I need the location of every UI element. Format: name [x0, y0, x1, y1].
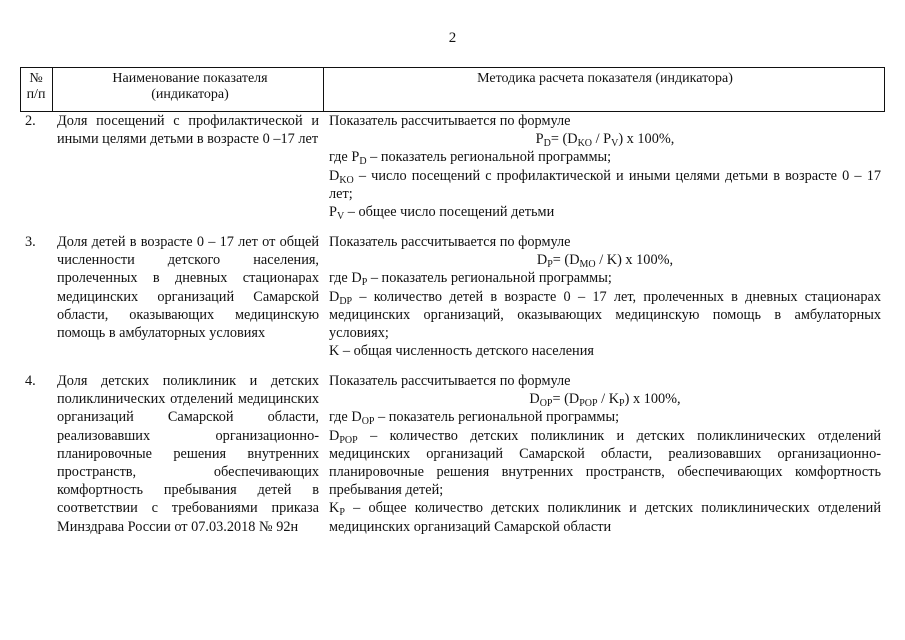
indicator-name: Доля детских поликлиник и детских поликлинических отделений медицинских организаций Самарской области, реализовавших организационно-планировочные решения внутренних пространств, обеспечивающих комфортность пребывания детей в соответствии с требованиями приказа Минздрава России от 07.03.2018 № 92н: [57, 373, 319, 535]
formula-lhs-sub: D: [543, 138, 551, 150]
formula-b: P: [603, 131, 612, 148]
variable-definition: [329, 499, 881, 535]
definition-symbol: P: [329, 204, 337, 221]
formula-a-sub: POP: [579, 398, 598, 410]
formula-tail: ) x 100%,: [624, 391, 681, 408]
formula-a-sub: KO: [577, 138, 593, 150]
definition-symbol-sub: P: [339, 507, 345, 519]
definition-symbol-sub: POP: [339, 434, 358, 446]
definition-prefix: где: [329, 409, 352, 426]
formula-b-sub: V: [611, 138, 619, 150]
calculation-method: [329, 372, 881, 536]
row-number: 3.: [25, 234, 36, 250]
formula-eq: = (: [550, 131, 568, 148]
formula-lhs: D: [536, 252, 548, 269]
definition-symbol: D: [351, 409, 362, 426]
definition-symbol: P: [351, 149, 360, 166]
formula-slash: /: [597, 391, 609, 408]
definition-symbol-sub: V: [336, 211, 345, 223]
variable-definition: [329, 148, 881, 166]
definition-symbol-sub: P: [361, 277, 368, 289]
formula: [329, 251, 881, 269]
definition-prefix: где: [329, 270, 352, 287]
variable-definition: [329, 408, 881, 426]
formula-lhs-sub: P: [547, 259, 553, 271]
definition-text: – показатель региональной программы;: [366, 149, 612, 166]
definition-symbol: K: [329, 500, 340, 517]
indicator-name: Доля детей в возрасте 0 – 17 лет от общей численности детского населения, пролеченных в дневных стационарах медицинских организаций Самарской области, оказывающих медицинскую помощь в амбулаторных условиях: [57, 234, 319, 342]
table-left-border: [20, 67, 21, 112]
formula-eq: = (: [552, 391, 569, 408]
formula: [329, 130, 881, 148]
definition-symbol: K: [329, 343, 340, 360]
formula-lhs: P: [535, 131, 544, 148]
variable-definition: [329, 288, 881, 343]
table-divider-2: [323, 67, 324, 112]
definition-text: – число посещений с профилактической и иными целями детьми в возрасте 0 – 17 лет;: [329, 167, 881, 202]
definition-symbol-sub: DP: [339, 295, 353, 307]
formula-intro: Показатель рассчитывается по формуле: [329, 373, 571, 389]
row-number: 2.: [25, 113, 36, 129]
formula-slash: /: [592, 131, 604, 148]
definition-prefix: где: [329, 149, 352, 166]
definition-text: – общее количество детских поликлиник и детских поликлинических отделений медицинских организаций Самарской области: [329, 500, 881, 535]
calculation-method: [329, 233, 881, 360]
variable-definition: [329, 167, 881, 203]
formula-intro: Показатель рассчитывается по формуле: [329, 234, 571, 250]
formula-slash: /: [595, 252, 607, 269]
definition-symbol-sub: OP: [361, 416, 375, 428]
definition-text: – общее число посещений детьми: [344, 204, 555, 221]
table-top-border: [20, 67, 885, 68]
definition-text: – количество детей в возрасте 0 – 17 лет, пролеченных в дневных стационарах медицинских организаций, оказывающих медицинскую помощь в амбулаторных условиях;: [329, 288, 881, 342]
variable-definition: [329, 269, 881, 287]
definition-symbol-sub: KO: [339, 174, 354, 186]
formula-intro: Показатель рассчитывается по формуле: [329, 113, 571, 129]
page-number: 2: [448, 30, 457, 46]
formula: [329, 390, 881, 408]
definition-text: – общая численность детского населения: [339, 343, 594, 360]
definition-symbol-sub: D: [359, 156, 367, 168]
header-name: Наименование показателя (индикатора): [112, 71, 268, 102]
formula-lhs-sub: OP: [539, 398, 553, 410]
formula-b-sub: P: [619, 398, 625, 410]
definition-text: – показатель региональной программы;: [367, 270, 612, 287]
header-num: № п/п: [26, 71, 46, 102]
variable-definition: [329, 342, 881, 360]
indicator-name: Доля посещений с профилактической и иными целями детьми в возрасте 0 –17 лет: [57, 113, 319, 148]
formula-a-sub: MO: [579, 259, 596, 271]
row-number: 4.: [25, 373, 36, 389]
formula-a: D: [568, 391, 580, 408]
formula-lhs: D: [529, 391, 540, 408]
definition-text: – показатель региональной программы;: [374, 409, 620, 426]
table-divider-1: [52, 67, 53, 112]
table-right-border: [884, 67, 885, 112]
definition-text: – количество детских поликлиник и детских поликлинических отделений медицинских организаций Самарской области, реализовавших организационно-планировочные решения внутренних пространств, обеспечивающих комфортность пребывания детей;: [329, 427, 881, 499]
variable-definition: [329, 427, 881, 500]
definition-symbol: D: [329, 427, 340, 444]
formula-a: D: [569, 252, 580, 269]
formula-eq: = (: [552, 252, 570, 269]
formula-tail: ) x 100%,: [618, 131, 675, 148]
formula-b: K: [608, 391, 620, 408]
header-method: Методика расчета показателя (индикатора): [477, 71, 733, 86]
variable-definition: [329, 203, 881, 221]
definition-symbol: D: [329, 167, 340, 184]
definition-symbol: D: [329, 288, 340, 305]
calculation-method: [329, 112, 881, 221]
formula-b: K: [606, 252, 618, 269]
definition-symbol: D: [351, 270, 362, 287]
formula-a: D: [567, 131, 578, 148]
formula-tail: ) x 100%,: [617, 252, 674, 269]
